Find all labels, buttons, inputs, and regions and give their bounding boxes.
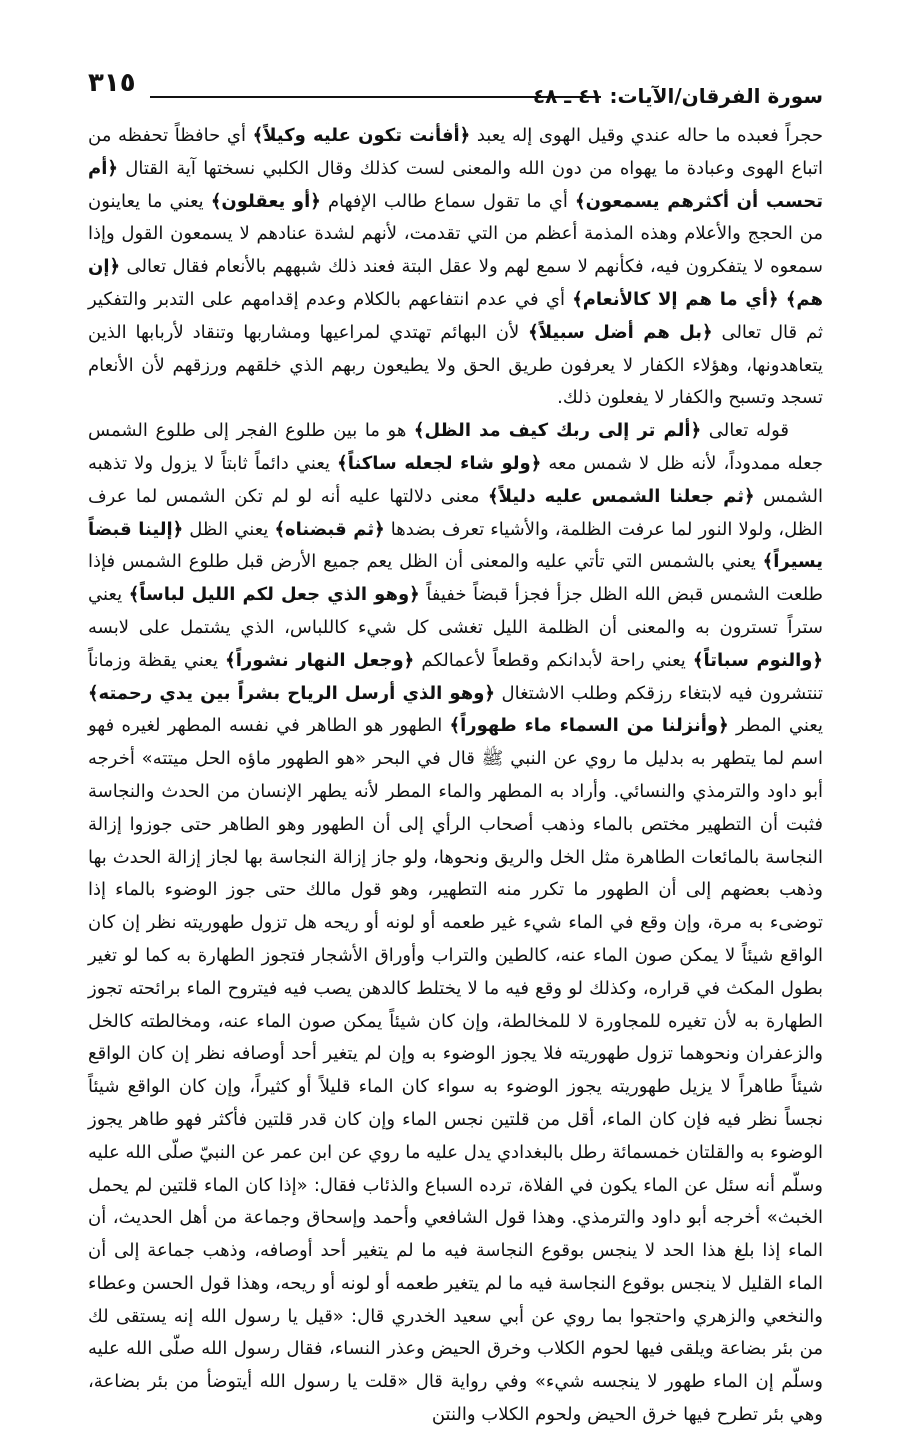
quran-verse: ﴿أي ما هم إلا كالأنعام﴾ (572, 288, 779, 310)
commentary-text: أي في عدم انتفاعهم بالكلام وعدم إقدامهم على التدبر والتفكير ثم قال تعالى (88, 288, 823, 343)
running-title: سورة الفرقان/الآيات: ٤١ ـ ٤٨ (532, 84, 823, 108)
quran-verse: ﴿بل هم أضل سبيلاً﴾ (528, 321, 713, 343)
quran-verse: ﴿ألم تر إلى ربك كيف مد الظل﴾ (413, 420, 702, 442)
commentary-text: أي ما تقول سماع طالب الإفهام (320, 190, 576, 212)
paragraph (88, 415, 823, 1432)
commentary-text: يعني ما يعاينون من الحجج والأعلام وهذه المذمة أعظم من التي تقدمت، لأنهم لشدة عنادهم لا يسمعون القول وإذا سمعوه لا يتفكرون فيه، فكأنهم لا سمع لهم ولا عقل البتة فعند ذلك شبههم بالأنعام فقال تعالى (88, 190, 823, 278)
quran-verse: ﴿والنوم سباتاً﴾ (692, 649, 823, 671)
commentary-text: معنى دلالتها عليه أنه لو لم تكن الشمس لما عرف الظل، ولولا النور لما عرفت الظلمة، والأشياء تعرف بضدها (88, 485, 823, 540)
commentary-text: الطهور هو الطاهر في نفسه المطهر لغيره فهو اسم لما يتطهر به بدليل ما روي عن النبي ﷺ قال في البحر «هو الطهور ماؤه الحل ميتته» أخرجه أبو داود والترمذي والنسائي. وأراد به المطهر والماء المطر لأنه يطهر الإنسان من الحدث والنجاسة فثبت أن التطهير مختص بالماء وذهب أصحاب الرأي إلى أن الطهور وهو الطاهر حتى جوزوا إزالة النجاسة بالمائعات الطاهرة مثل الخل والريق ونحوها، ولو جاز إزالة النجاسة بها لجاز إزالة الحدث بها وذهب بعضهم إلى أن الطهور ما تكرر منه التطهير، وهو قول مالك حتى جوز الوضوء بالماء إذا توضىء به مرة، وإن وقع في الماء شيء غير طعمه أو لونه أو ريحه هل تزول طهوريته نظر إن كان الواقع شيئاً لا يمكن صون الماء عنه، كالطين والتراب وأوراق الأشجار فتجوز الطهارة به كما لو تغير بطول المكث في قراره، وكذلك لو وقع فيه ما لا يختلط كالدهن يصب فيه فيتروح الماء برائحته تجوز الطهارة به لأن تغيره للمجاورة لا للمخالطة، وإن كان شيئاً يمكن صون الماء عنه، ومخالطته كالخل والزعفران ونحوهما تزول طهوريته فلا يجوز الوضوء به وإن لم يتغير أحد أوصافه نظر إن كان الواقع شيئاً طاهراً لا يزيل طهوريته يجوز الوضوء به سواء كان الماء قليلاً أو كثيراً، وإن كان الواقع شيئاً نجساً نظر فيه فإن كان الماء، أقل من قلتين نجس الماء وإن كان قدر قلتين فأكثر فهو طاهر يجوز الوضوء به والقلتان خمسمائة رطل بالبغدادي يدل عليه ما روي عن ابن عمر عن النبيّ صلّى الله عليه وسلّم أنه سئل عن الماء يكون في الفلاة، ترده السباع والذئاب فقال: «إذا كان الماء قلتين لم يحمل الخبث» أخرجه أبو داود والترمذي. وهذا قول الشافعي وأحمد وإسحاق وجماعة من أهل الحديث، أن الماء إذا بلغ هذا الحد لا ينجس بوقوع النجاسة فيه ما لم يتغير أحد أوصافه، وذهب جماعة إلى أن الماء القليل لا ينجس بوقوع النجاسة فيه ما لم يتغير طعمه أو لونه أو ريحه، وهذا قول الحسن وعطاء والنخعي والزهري واحتجوا بما روي عن أبي سعيد الخدري قال: «قيل يا رسول الله إنه يستقى لك من بئر بضاعة ويلقى فيها لحوم الكلاب وخرق الحيض وعذر النساء، فقال رسول الله صلّى الله عليه وسلّم إن الماء طهور لا ينجسه شيء» وفي رواية قال «قلت يا رسول الله أيتوضأ من بئر بضاعة، وهي بئر تطرح فيها خرق الحيض ولحوم الكلاب والنتن (88, 715, 823, 1426)
commentary-text: هو ما بين طلوع الفجر إلى طلوع الشمس جعله ممدوداً، لأنه ظل لا شمس معه (88, 420, 823, 474)
quran-verse: ﴿وجعل النهار نشوراً﴾ (225, 649, 415, 671)
commentary-text: يعني ستراً تسترون به والمعنى أن الظلمة الليل تغشى كل شيء كاللباس، الذي يشتمل على لابسه (88, 584, 823, 638)
quran-verse: ﴿أفأنت تكون عليه وكيلاً﴾ (252, 125, 471, 146)
commentary-text: يعني بالشمس التي تأتي عليه والمعنى أن الظل يعم جميع الأرض قبل طلوع الشمس فإذا طلعت الشمس قبض الله الظل جزأ فجزأ قبضاً خفيفاً (88, 551, 824, 606)
quran-verse: ﴿ثم جعلنا الشمس عليه دليلاً﴾ (488, 485, 755, 507)
body-text (88, 120, 823, 1432)
commentary-text: يعني يقظة وزماناً تنتشرون فيه لابتغاء رزقكم وطلب الاشتغال (88, 649, 823, 704)
commentary-text: يعني المطر (728, 715, 823, 737)
quran-verse: ﴿ولو شاء لجعله ساكناً﴾ (337, 452, 542, 474)
commentary-text: لأن البهائم تهتدي لمراعيها ومشاربها وتنقاد لأربابها الذين يتعاهدونها، وهؤلاء الكفار لا يعرفون طريق الحق ولا يطيعون ربهم الذي خلقهم ورزقهم لأن الأنعام تسجد وتسبح والكفار لا يفعلون ذلك. (88, 321, 823, 409)
paragraph (88, 120, 823, 415)
quran-verse: ﴿إلينا قبضاً يسيراً﴾ (88, 518, 823, 573)
commentary-text: قوله تعالى (701, 420, 789, 442)
page-number: ٣١٥ (88, 68, 136, 98)
commentary-text: يعني راحة لأبدانكم وقطعاً لأعمالكم (414, 649, 693, 671)
commentary-text: يعني الظل (183, 518, 275, 540)
quran-verse: ﴿إن هم﴾ (88, 256, 823, 310)
quran-verse: ﴿وهو الذي جعل لكم الليل لباساً﴾ (128, 584, 420, 606)
commentary-text: حجراً فعبده ما حاله عندي وقيل الهوى إله يعبد (470, 125, 824, 146)
page-header (88, 62, 823, 114)
quran-verse: ﴿أم تحسب أن أكثرهم يسمعون﴾ (88, 157, 824, 212)
commentary-text: يعني دائماً ثابتاً لا يزول ولا تذهبه الشمس (88, 452, 823, 507)
quran-verse: ﴿وأنزلنا من السماء ماء طهوراً﴾ (449, 715, 729, 737)
quran-verse: ﴿ثم قبضناه﴾ (274, 518, 385, 540)
commentary-text (779, 289, 786, 310)
quran-verse: ﴿أو يعقلون﴾ (210, 190, 321, 212)
quran-verse: ﴿وهو الذي أرسل الرياح بشراً بين يدي رحمته﴾ (88, 682, 495, 704)
commentary-text: أي حافظاً تحفظه من اتباع الهوى وعبادة ما يهواه من دون الله والمعنى لست كذلك وقال الكلبي نسختها آية القتال (88, 125, 823, 179)
